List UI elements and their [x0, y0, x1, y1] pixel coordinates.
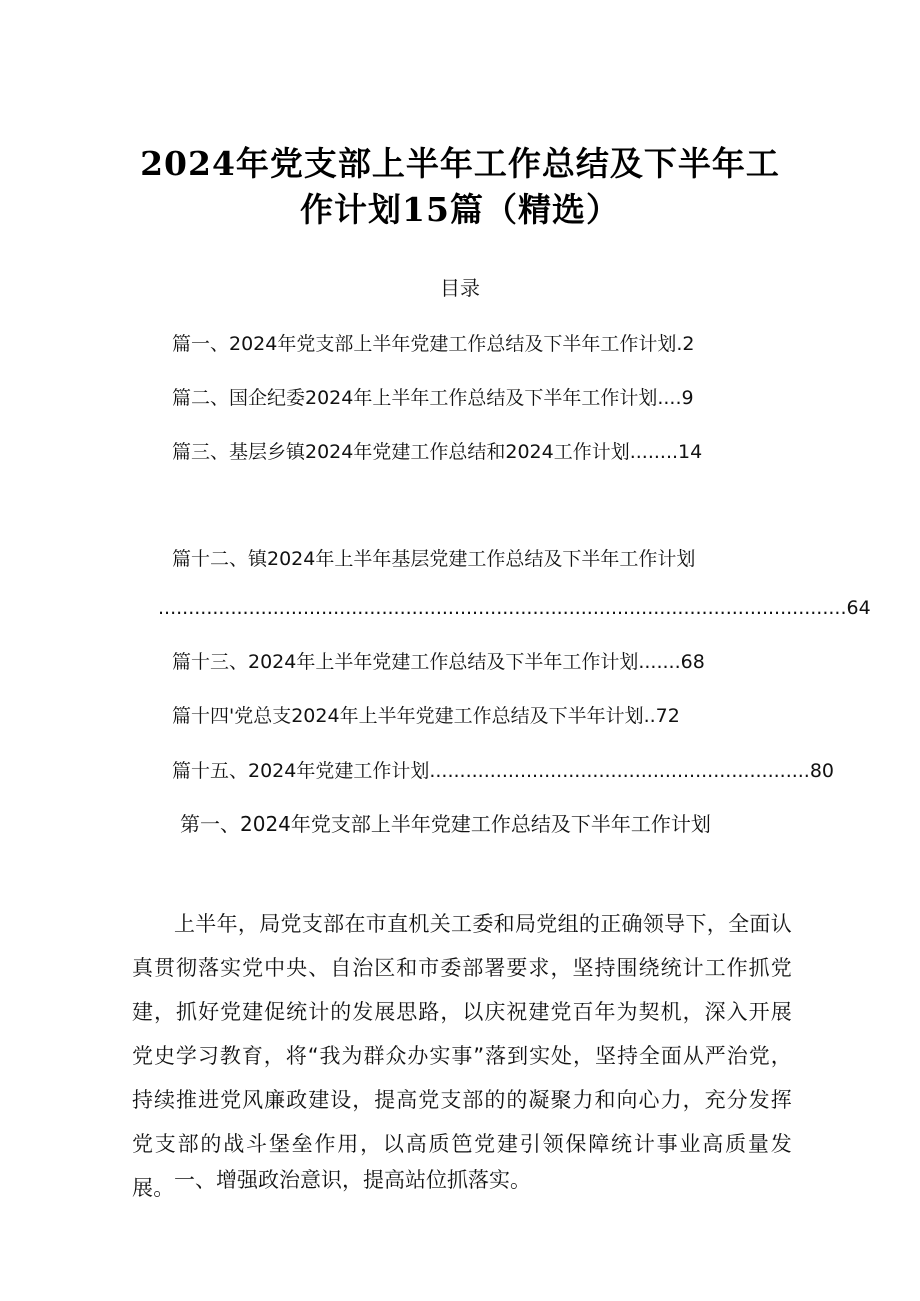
toc-entry[interactable]: 篇十三、2024年上半年党建工作总结及下半年工作计划.......68 [172, 651, 705, 673]
toc-entry[interactable]: 篇十二、镇2024年上半年基层党建工作总结及下半年工作计划 [172, 548, 696, 570]
toc-entry[interactable]: 篇一、2024年党支部上半年党建工作总结及下半年工作计划.2 [172, 333, 695, 355]
toc-entry[interactable]: 篇三、基层乡镇2024年党建工作总结和2024工作计划........14 [172, 441, 703, 463]
document-title-line-1: 2024年党支部上半年工作总结及下半年工 [140, 144, 780, 183]
toc-entry[interactable]: 篇十五、2024年党建工作计划...............................................................80 [172, 760, 835, 782]
section-title: 第一、2024年党支部上半年党建工作总结及下半年工作计划 [180, 812, 711, 836]
toc-entry[interactable]: 篇二、国企纪委2024年上半年工作总结及下半年工作计划....9 [172, 387, 694, 409]
body-subheading: 一、增强政治意识，提高站位抓落实。 [174, 1168, 531, 1192]
toc-entry[interactable]: 篇十四'党总支2024年上半年党建工作总结及下半年计划..72 [172, 705, 680, 727]
toc-heading: 目录 [440, 276, 480, 300]
body-paragraph: 上半年，局党支部在市直机关工委和局党组的正确领导下，全面认真贯彻落实党中央、自治区和市委部署要求，坚持围绕统计工作抓党建，抓好党建促统计的发展思路，以庆祝建党百年为契机，深入开展党史学习教育，将“我为群众办实事”落到实处，坚持全面从严治党，持续推进党风廉政建设，提高党支部的的凝聚力和向心力，充分发挥党支部的战斗堡垒作用，以高质笆党建引领保障统计事业高质量发展。 [132, 912, 792, 1200]
document-title-line-2: 作计划15篇（精选） [300, 190, 620, 229]
toc-entry-leader[interactable]: ..................................................................................................................64 [158, 597, 871, 619]
